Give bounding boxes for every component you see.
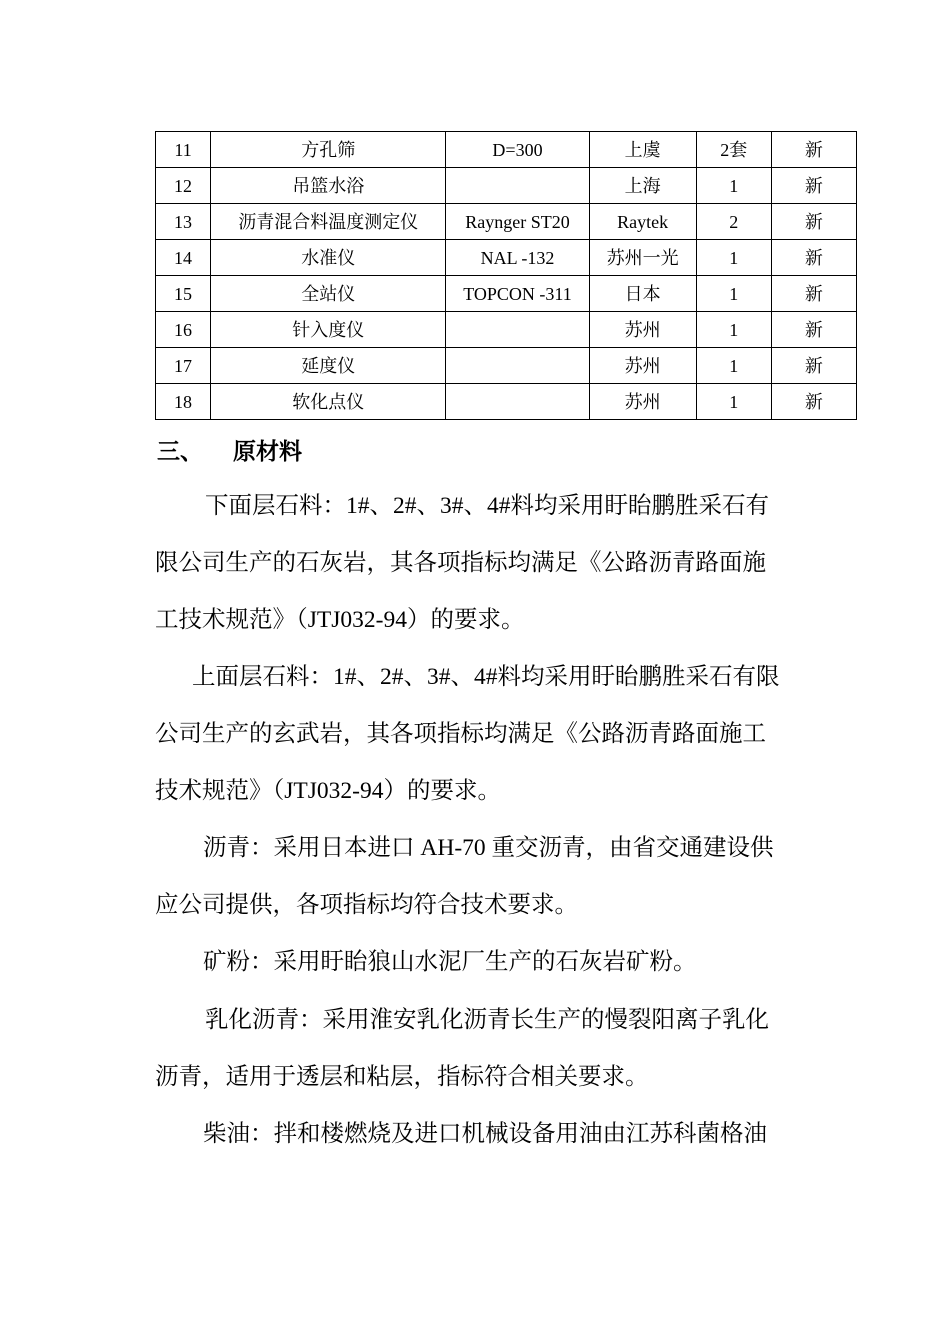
section-number: 三、 bbox=[157, 439, 203, 464]
quantity-cell: 1 bbox=[696, 240, 771, 276]
table-row bbox=[156, 204, 857, 240]
equipment-name-cell: 沥青混合料温度测定仪 bbox=[211, 204, 446, 240]
quantity-cell: 1 bbox=[696, 348, 771, 384]
origin-cell: 日本 bbox=[589, 276, 696, 312]
equipment-name-cell: 全站仪 bbox=[211, 276, 446, 312]
condition-cell: 新 bbox=[771, 348, 856, 384]
condition-cell: 新 bbox=[771, 204, 856, 240]
table-row bbox=[156, 312, 857, 348]
origin-cell: 苏州 bbox=[589, 348, 696, 384]
origin-cell: 苏州一光 bbox=[589, 240, 696, 276]
paragraph-line: 上面层石料：1#、2#、3#、4#料均采用盱眙鹏胜采石有限 bbox=[192, 664, 780, 690]
condition-cell: 新 bbox=[771, 240, 856, 276]
table-row bbox=[156, 348, 857, 384]
paragraph-line: 限公司生产的石灰岩，其各项指标均满足《公路沥青路面施 bbox=[155, 550, 766, 576]
condition-cell: 新 bbox=[771, 168, 856, 204]
quantity-cell: 2 bbox=[696, 204, 771, 240]
table-row bbox=[156, 132, 857, 168]
quantity-cell: 1 bbox=[696, 384, 771, 420]
row-number-cell: 18 bbox=[156, 384, 211, 420]
row-number-cell: 15 bbox=[156, 276, 211, 312]
quantity-cell: 1 bbox=[696, 276, 771, 312]
paragraph-line: 公司生产的玄武岩，其各项指标均满足《公路沥青路面施工 bbox=[155, 721, 766, 747]
model-cell bbox=[446, 312, 589, 348]
equipment-name-cell: 方孔筛 bbox=[211, 132, 446, 168]
equipment-table bbox=[155, 131, 857, 420]
quantity-cell: 2套 bbox=[696, 132, 771, 168]
origin-cell: 苏州 bbox=[589, 312, 696, 348]
model-cell bbox=[446, 384, 589, 420]
model-cell: D=300 bbox=[446, 132, 589, 168]
model-cell: NAL -132 bbox=[446, 240, 589, 276]
condition-cell: 新 bbox=[771, 312, 856, 348]
condition-cell: 新 bbox=[771, 276, 856, 312]
equipment-name-cell: 水准仪 bbox=[211, 240, 446, 276]
paragraph-line: 乳化沥青：采用淮安乳化沥青长生产的慢裂阳离子乳化 bbox=[205, 1007, 769, 1033]
condition-cell: 新 bbox=[771, 132, 856, 168]
paragraph-lower-layer-stone bbox=[155, 478, 845, 649]
paragraph-line: 应公司提供，各项指标均符合技术要求。 bbox=[155, 892, 578, 918]
table-row bbox=[156, 276, 857, 312]
quantity-cell: 1 bbox=[696, 312, 771, 348]
origin-cell: 苏州 bbox=[589, 384, 696, 420]
paragraph-line: 技术规范》（JTJ032-94）的要求。 bbox=[155, 778, 501, 804]
origin-cell: 上虞 bbox=[589, 132, 696, 168]
equipment-name-cell: 软化点仪 bbox=[211, 384, 446, 420]
origin-cell: Raytek bbox=[589, 204, 696, 240]
model-cell bbox=[446, 348, 589, 384]
table-row bbox=[156, 384, 857, 420]
paragraph-line: 柴油：拌和楼燃烧及进口机械设备用油由江苏科菌格油 bbox=[203, 1121, 767, 1147]
equipment-name-cell: 针入度仪 bbox=[211, 312, 446, 348]
table-row bbox=[156, 168, 857, 204]
row-number-cell: 14 bbox=[156, 240, 211, 276]
paragraph-line: 下面层石料：1#、2#、3#、4#料均采用盱眙鹏胜采石有 bbox=[205, 493, 769, 519]
paragraph-diesel bbox=[155, 1106, 845, 1163]
quantity-cell: 1 bbox=[696, 168, 771, 204]
paragraph-asphalt bbox=[155, 820, 845, 934]
paragraph-line: 沥青，适用于透层和粘层，指标符合相关要求。 bbox=[155, 1064, 649, 1090]
table-row bbox=[156, 240, 857, 276]
condition-cell: 新 bbox=[771, 384, 856, 420]
model-cell: Raynger ST20 bbox=[446, 204, 589, 240]
section-title: 原材料 bbox=[233, 439, 302, 464]
equipment-table-body bbox=[156, 132, 857, 420]
paragraph-line: 矿粉：采用盱眙狼山水泥厂生产的石灰岩矿粉。 bbox=[203, 949, 697, 975]
paragraph-emulsified-asphalt bbox=[155, 992, 845, 1106]
row-number-cell: 11 bbox=[156, 132, 211, 168]
paragraph-mineral-powder bbox=[155, 934, 845, 991]
row-number-cell: 17 bbox=[156, 348, 211, 384]
model-cell bbox=[446, 168, 589, 204]
row-number-cell: 16 bbox=[156, 312, 211, 348]
paragraph-line: 沥青：采用日本进口 AH-70 重交沥青，由省交通建设供 bbox=[203, 835, 774, 861]
equipment-name-cell: 延度仪 bbox=[211, 348, 446, 384]
row-number-cell: 13 bbox=[156, 204, 211, 240]
row-number-cell: 12 bbox=[156, 168, 211, 204]
section-heading bbox=[157, 436, 302, 468]
equipment-name-cell: 吊篮水浴 bbox=[211, 168, 446, 204]
paragraph-line: 工技术规范》（JTJ032-94）的要求。 bbox=[155, 607, 525, 633]
origin-cell: 上海 bbox=[589, 168, 696, 204]
model-cell: TOPCON -311 bbox=[446, 276, 589, 312]
paragraph-upper-layer-stone bbox=[155, 649, 845, 820]
